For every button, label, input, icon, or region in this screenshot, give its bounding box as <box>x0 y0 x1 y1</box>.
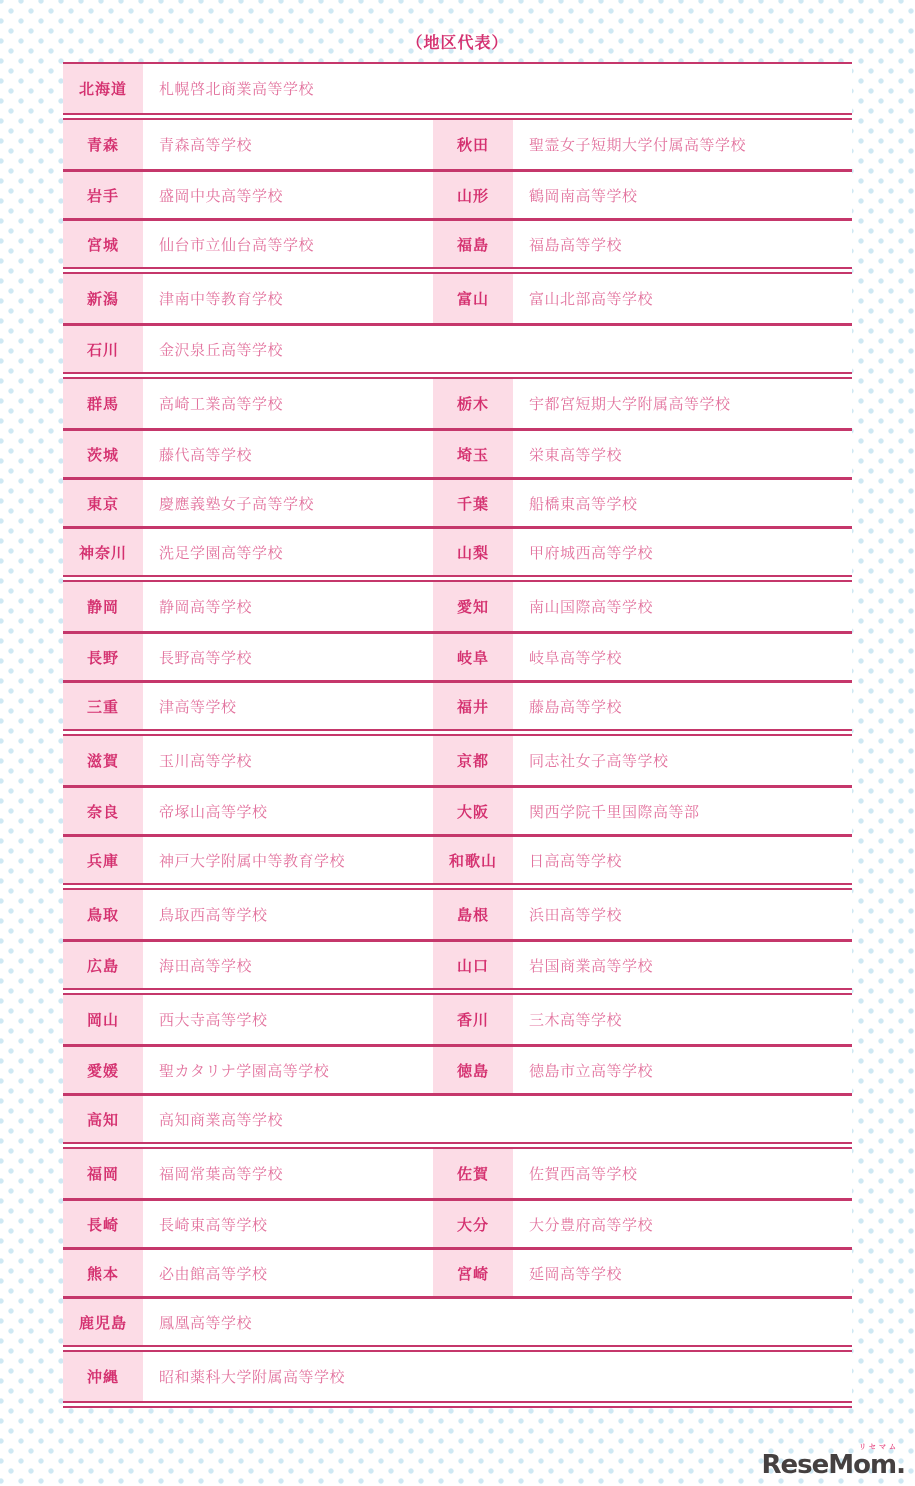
school-cell: 津高等学校 <box>159 698 237 716</box>
prefecture-cell: 埼玉 <box>433 431 513 477</box>
prefecture-cell: 静岡 <box>63 582 143 631</box>
school-cell: 静岡高等学校 <box>159 599 253 616</box>
school-cell: 福岡常葉高等学校 <box>159 1166 284 1183</box>
table-row <box>63 1198 852 1247</box>
table-row <box>63 428 852 477</box>
school-cell: 札幌啓北商業高等学校 <box>159 81 315 98</box>
school-cell: 慶應義塾女子高等学校 <box>159 495 315 513</box>
prefecture-cell: 山梨 <box>433 529 513 575</box>
table-row <box>63 1352 852 1401</box>
prefecture-cell: 香川 <box>433 995 513 1044</box>
prefecture-cell: 石川 <box>63 326 143 372</box>
prefecture-cell: 福島 <box>433 221 513 267</box>
prefecture-cell: 高知 <box>63 1096 143 1142</box>
school-cell: 同志社女子高等学校 <box>529 753 669 770</box>
school-cell: 延岡高等学校 <box>529 1265 623 1283</box>
prefecture-cell: 山口 <box>433 942 513 988</box>
school-cell: 高知商業高等学校 <box>159 1111 284 1129</box>
prefecture-cell: 群馬 <box>63 379 143 428</box>
prefecture-cell: 兵庫 <box>63 837 143 883</box>
prefecture-cell: 佐賀 <box>433 1149 513 1198</box>
prefecture-cell: 奈良 <box>63 788 143 834</box>
school-cell: 鶴岡南高等学校 <box>529 187 638 205</box>
table-row <box>63 274 852 323</box>
resemom-logo-kana: リセマム <box>859 1444 899 1451</box>
table-row <box>63 736 852 785</box>
table-row <box>63 169 852 218</box>
resemom-logo-text: ReseMom. <box>761 1450 905 1480</box>
table-row <box>63 939 852 988</box>
prefecture-cell: 千葉 <box>433 480 513 526</box>
prefecture-cell: 宮崎 <box>433 1250 513 1296</box>
school-cell: 藤代高等学校 <box>159 446 253 464</box>
school-cell: 岐阜高等学校 <box>529 649 623 667</box>
region-group <box>63 118 852 269</box>
school-cell: 神戸大学附属中等教育学校 <box>159 852 346 870</box>
table-row <box>63 582 852 631</box>
prefecture-cell: 福岡 <box>63 1149 143 1198</box>
prefecture-cell: 岐阜 <box>433 634 513 680</box>
region-group <box>63 993 852 1144</box>
table-row <box>63 526 852 575</box>
school-cell: 帝塚山高等学校 <box>159 803 268 821</box>
school-cell: 青森高等学校 <box>159 137 253 154</box>
school-cell: 甲府城西高等学校 <box>529 544 654 562</box>
school-cell: 金沢泉丘高等学校 <box>159 341 284 359</box>
resemom-logo <box>762 1444 905 1478</box>
prefecture-cell: 山形 <box>433 172 513 218</box>
school-cell: 仙台市立仙台高等学校 <box>159 236 315 254</box>
table-row <box>63 680 852 729</box>
prefecture-cell: 岡山 <box>63 995 143 1044</box>
prefecture-cell: 青森 <box>63 120 143 169</box>
school-cell: 玉川高等学校 <box>159 753 253 770</box>
table-row <box>63 785 852 834</box>
prefecture-cell: 島根 <box>433 890 513 939</box>
school-cell: 津南中等教育学校 <box>159 291 284 308</box>
school-cell: 鳳凰高等学校 <box>159 1314 253 1332</box>
prefecture-cell: 秋田 <box>433 120 513 169</box>
representatives-table <box>63 62 852 1408</box>
prefecture-cell: 北海道 <box>63 64 143 113</box>
table-row <box>63 1093 852 1142</box>
prefecture-cell: 三重 <box>63 683 143 729</box>
prefecture-cell: 滋賀 <box>63 736 143 785</box>
school-cell: 高崎工業高等学校 <box>159 396 284 413</box>
table-row <box>63 995 852 1044</box>
region-group <box>63 734 852 885</box>
table-row <box>63 477 852 526</box>
table-row <box>63 1296 852 1345</box>
school-cell: 長野高等学校 <box>159 649 253 667</box>
table-row <box>63 1149 852 1198</box>
school-cell: 大分豊府高等学校 <box>529 1216 654 1234</box>
prefecture-cell: 福井 <box>433 683 513 729</box>
region-group <box>63 1147 852 1347</box>
school-cell: 船橋東高等学校 <box>529 495 638 513</box>
school-cell: 日高高等学校 <box>529 852 623 870</box>
school-cell: 浜田高等学校 <box>529 907 623 924</box>
page-title: （地区代表） <box>406 35 509 52</box>
prefecture-cell: 長野 <box>63 634 143 680</box>
prefecture-cell: 富山 <box>433 274 513 323</box>
prefecture-cell: 東京 <box>63 480 143 526</box>
prefecture-cell: 鹿児島 <box>63 1299 143 1345</box>
region-group <box>63 1350 852 1403</box>
prefecture-cell: 新潟 <box>63 274 143 323</box>
prefecture-cell: 栃木 <box>433 379 513 428</box>
school-cell: 宇都宮短期大学附属高等学校 <box>529 396 731 413</box>
school-cell: 長崎東高等学校 <box>159 1216 268 1234</box>
prefecture-cell: 神奈川 <box>63 529 143 575</box>
school-cell: 鳥取西高等学校 <box>159 907 268 924</box>
school-cell: 三木高等学校 <box>529 1012 623 1029</box>
table-row <box>63 834 852 883</box>
region-group <box>63 580 852 731</box>
prefecture-cell: 大阪 <box>433 788 513 834</box>
school-cell: 西大寺高等学校 <box>159 1012 268 1029</box>
prefecture-cell: 宮城 <box>63 221 143 267</box>
table-row <box>63 323 852 372</box>
school-cell: 藤島高等学校 <box>529 698 623 716</box>
school-cell: 福島高等学校 <box>529 236 623 254</box>
prefecture-cell: 広島 <box>63 942 143 988</box>
table-row <box>63 1044 852 1093</box>
school-cell: 盛岡中央高等学校 <box>159 187 284 205</box>
prefecture-cell: 愛媛 <box>63 1047 143 1093</box>
table-row <box>63 379 852 428</box>
table-row <box>63 631 852 680</box>
prefecture-cell: 岩手 <box>63 172 143 218</box>
school-cell: 洗足学園高等学校 <box>159 544 284 562</box>
school-cell: 関西学院千里国際高等部 <box>529 803 700 821</box>
table-row <box>63 890 852 939</box>
prefecture-cell: 愛知 <box>433 582 513 631</box>
prefecture-cell: 徳島 <box>433 1047 513 1093</box>
school-cell: 栄東高等学校 <box>529 446 623 464</box>
school-cell: 岩国商業高等学校 <box>529 957 654 975</box>
school-cell: 昭和薬科大学附属高等学校 <box>159 1369 346 1386</box>
region-group <box>63 272 852 374</box>
prefecture-cell: 京都 <box>433 736 513 785</box>
prefecture-cell: 茨城 <box>63 431 143 477</box>
school-cell: 南山国際高等学校 <box>529 599 654 616</box>
prefecture-cell: 長崎 <box>63 1201 143 1247</box>
school-cell: 佐賀西高等学校 <box>529 1166 638 1183</box>
school-cell: 必由館高等学校 <box>159 1265 268 1283</box>
table-row <box>63 64 852 113</box>
table-row <box>63 120 852 169</box>
prefecture-cell: 沖縄 <box>63 1352 143 1401</box>
table-row <box>63 1247 852 1296</box>
table-row <box>63 218 852 267</box>
school-cell: 聖霊女子短期大学付属高等学校 <box>529 137 747 154</box>
school-cell: 海田高等学校 <box>159 957 253 975</box>
region-group <box>63 62 852 115</box>
school-cell: 富山北部高等学校 <box>529 291 654 308</box>
prefecture-cell: 熊本 <box>63 1250 143 1296</box>
school-cell: 徳島市立高等学校 <box>529 1062 654 1080</box>
prefecture-cell: 和歌山 <box>433 837 513 883</box>
region-group <box>63 377 852 577</box>
prefecture-cell: 鳥取 <box>63 890 143 939</box>
school-cell: 聖カタリナ学園高等学校 <box>159 1062 330 1080</box>
prefecture-cell: 大分 <box>433 1201 513 1247</box>
region-group <box>63 888 852 990</box>
